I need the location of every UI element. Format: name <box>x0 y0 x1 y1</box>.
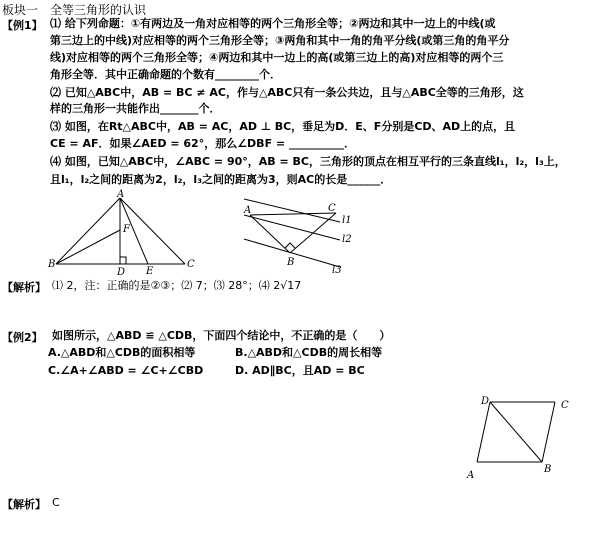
ex1-line-5: ⑵ 已知△ABC中，AB = BC ≠ AC，作与△ABC只有一条公共边，且与△ABC全等的三角形，这 <box>50 86 524 99</box>
ex2-question: 如图所示，△ABD ≌ △CDB，下面四个结论中，不正确的是（ ） <box>52 329 391 342</box>
segment-ac-fig2 <box>250 213 336 215</box>
ex1-line-4: 角形全等．其中正确命题的个数有________个． <box>50 68 281 81</box>
ex1-line-10: 且l₁，l₂之间的距离为2，l₂，l₃之间的距离为3，则AC的长是______． <box>50 173 392 186</box>
segment-da <box>477 402 490 462</box>
analysis-2-text: C <box>52 496 60 509</box>
section-title: 板块一 全等三角形的认识 <box>2 3 147 17</box>
label-c: C <box>187 259 195 270</box>
segment-bf <box>56 230 120 264</box>
label-b-fig2: B <box>287 257 295 268</box>
label-d-fig3: D <box>481 396 490 407</box>
label-a-fig2: A <box>244 205 252 216</box>
ex1-line-3: 线)对应相等的两个三角形全等；④两边和其中一边上的高(或第三边上的高)对应相等的两个三 <box>50 51 504 64</box>
ex1-line-2: 第三边上的中线)对应相等的两个三角形全等；③两角和其中一角的角平分线(或第三角的角平分 <box>50 34 510 47</box>
ex1-line-9: ⑷ 如图，已知△ABC中，∠ABC = 90°，AB = BC，三角形的顶点在相互平行的三条直线l₁，l₂，l₃上， <box>50 155 566 168</box>
segment-db <box>490 402 542 462</box>
label-c-fig2: C <box>328 203 336 214</box>
ex2-option-a: A.△ABD和△CDB的面积相等 <box>48 346 196 359</box>
ex2-option-c: C.∠A+∠ABD = ∠C+∠CBD <box>48 364 204 377</box>
ex1-line-6: 样的三角形一共能作出_______个． <box>50 102 221 115</box>
example-1-label: 【例1】 <box>2 19 43 32</box>
figure-parallelogram-abcd <box>455 390 575 485</box>
segment-ab-fig2 <box>250 215 290 253</box>
ex2-option-d: D. AD∥BC，且AD = BC <box>235 364 365 377</box>
segment-ab <box>56 198 120 264</box>
right-angle-mark <box>120 257 126 264</box>
label-a: A <box>117 189 125 200</box>
analysis-2-label: 【解析】 <box>2 498 46 511</box>
ex1-line-1: ⑴ 给下列命题：①有两边及一角对应相等的两个三角形全等；②两边和其中一边上的中线(或 <box>50 17 496 30</box>
ex1-line-7: ⑶ 如图，在Rt△ABC中，AB = AC，AD ⊥ BC，垂足为D．E、F分别是CD、AD上的点，且 <box>50 120 516 133</box>
example-2-label: 【例2】 <box>2 331 43 344</box>
ex1-line-8: CE = AF．如果∠AED = 62°，那么∠DBF = __________． <box>50 137 355 150</box>
label-d: D <box>117 267 126 276</box>
label-c-fig3: C <box>561 400 569 411</box>
label-e: E <box>146 266 154 276</box>
right-angle-mark-fig2 <box>285 243 295 248</box>
figure-triangle-abc-def <box>40 188 215 276</box>
label-l1: l1 <box>342 215 352 226</box>
label-f: F <box>123 224 130 235</box>
label-a-fig3: A <box>467 470 475 481</box>
label-l3: l3 <box>332 265 342 276</box>
analysis-1-label: 【解析】 <box>2 281 46 294</box>
segment-bc-fig2 <box>290 213 336 253</box>
figure-parallel-lines <box>232 195 362 277</box>
label-b-fig3: B <box>544 464 552 475</box>
analysis-1-text: ⑴ 2，注：正确的是②③；⑵ 7；⑶ 28°；⑷ 2√17 <box>52 279 302 292</box>
label-l2: l2 <box>342 234 352 245</box>
segment-cb <box>542 402 555 462</box>
label-b: B <box>48 259 56 270</box>
ex2-option-b: B.△ABD和△CDB的周长相等 <box>235 346 383 359</box>
